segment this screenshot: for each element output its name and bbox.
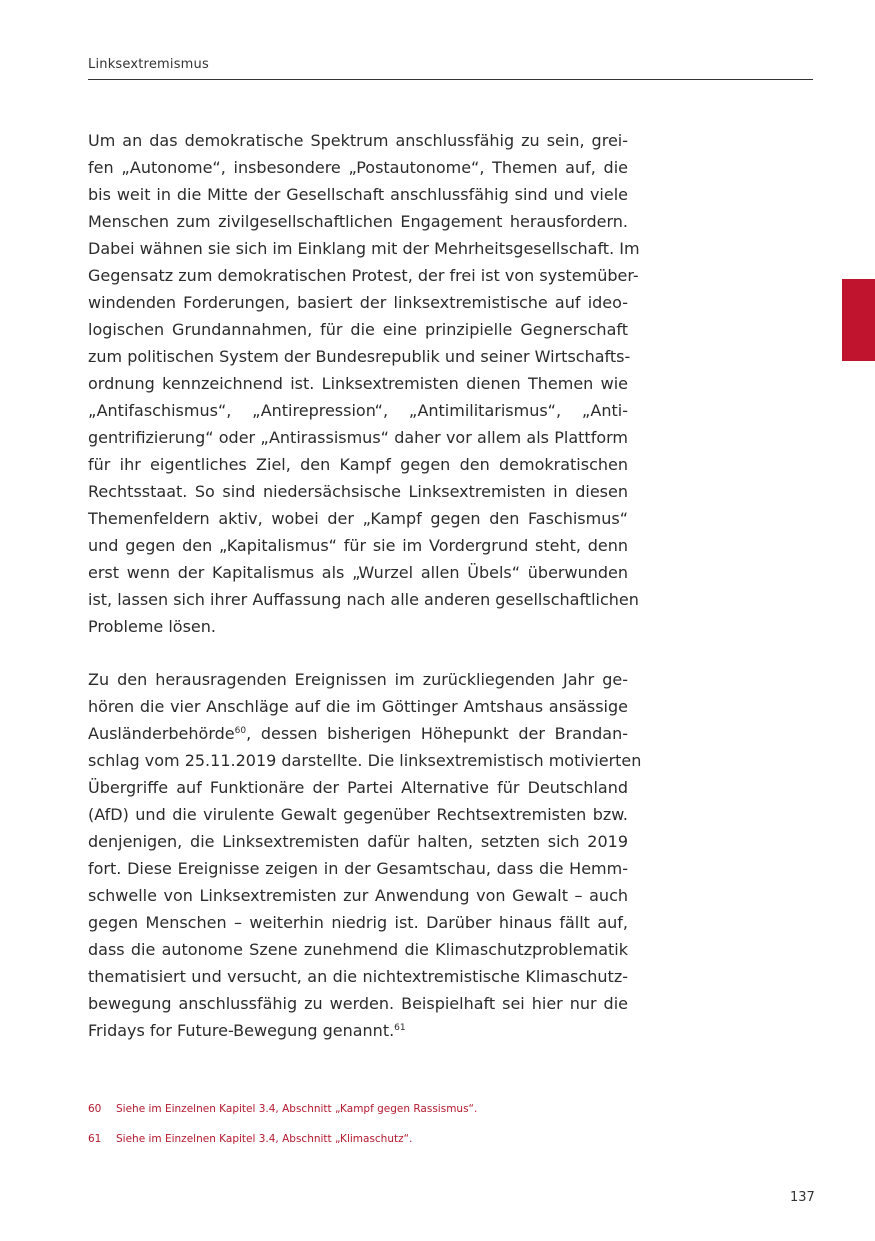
text-line: hören die vier Anschläge auf die im Göttinger Amtshaus ansässige xyxy=(88,697,628,716)
text-line: Menschen zum zivilgesellschaftlichen Engagement herausfordern. xyxy=(88,212,628,231)
text-line: fort. Diese Ereignisse zeigen in der Gesamtschau, dass die Hemm- xyxy=(88,859,628,878)
text-line: „Antifaschismus“, „Antirepression“, „Antimilitarismus“, „Anti- xyxy=(88,401,628,420)
text-line: bis weit in die Mitte der Gesellschaft anschlussfähig sind und viele xyxy=(88,185,628,204)
text-line: (AfD) und die virulente Gewalt gegenüber Rechtsextremisten bzw. xyxy=(88,805,628,824)
paragraph-2 xyxy=(88,666,642,1044)
footnote-text: Siehe im Einzelnen Kapitel 3.4, Abschnitt „Klimaschutz“. xyxy=(116,1133,413,1145)
text-line: dass die autonome Szene zunehmend die Klimaschutzproblematik xyxy=(88,940,628,959)
text-line: Dabei wähnen sie sich im Einklang mit der Mehrheitsgesellschaft. Im xyxy=(88,239,640,258)
text-line: schwelle von Linksextremisten zur Anwendung von Gewalt – auch xyxy=(88,886,628,905)
chapter-thumb-tab xyxy=(842,279,875,361)
footnote-text: Siehe im Einzelnen Kapitel 3.4, Abschnitt „Kampf gegen Rassismus“. xyxy=(116,1103,478,1115)
text-line: Übergriffe auf Funktionäre der Partei Alternative für Deutschland xyxy=(88,778,628,797)
text-line: Gegensatz zum demokratischen Protest, der frei ist von systemüber- xyxy=(88,266,639,285)
text-line: zum politischen System der Bundesrepublik und seiner Wirtschafts- xyxy=(88,347,631,366)
text-segment: Fridays for Future-Bewegung genannt. xyxy=(88,1021,395,1040)
footnote-ref-60[interactable]: 60 xyxy=(234,726,247,736)
text-line: Zu den herausragenden Ereignissen im zurückliegenden Jahr ge- xyxy=(88,670,628,689)
text-segment: , dessen bisherigen Höhepunkt der Brandan- xyxy=(246,724,628,743)
footnote-number: 60 xyxy=(88,1103,102,1115)
footnote-61 xyxy=(88,1133,688,1163)
footnotes xyxy=(88,1103,688,1163)
text-line: erst wenn der Kapitalismus als „Wurzel allen Übels“ überwunden xyxy=(88,563,628,582)
text-line: ordnung kennzeichnend ist. Linksextremisten dienen Themen wie xyxy=(88,374,628,393)
header-rule xyxy=(88,79,813,80)
text-segment: Ausländerbehörde xyxy=(88,724,235,743)
paragraph-1 xyxy=(88,127,640,640)
page-number: 137 xyxy=(790,1190,815,1205)
text-line: logischen Grundannahmen, für die eine prinzipielle Gegnerschaft xyxy=(88,320,628,339)
text-line: denjenigen, die Linksextremisten dafür halten, setzten sich 2019 xyxy=(88,832,628,851)
text-line: windenden Forderungen, basiert der linksextremistische auf ideo- xyxy=(88,293,628,312)
text-line: Themenfeldern aktiv, wobei der „Kampf gegen den Faschismus“ xyxy=(88,509,628,528)
text-line: fen „Autonome“, insbesondere „Postautonome“, Themen auf, die xyxy=(88,158,628,177)
text-line: für ihr eigentliches Ziel, den Kampf gegen den demokratischen xyxy=(88,455,628,474)
text-line-with-footnote-ref xyxy=(88,720,628,747)
text-line: ist, lassen sich ihrer Auffassung nach alle anderen gesellschaftlichen xyxy=(88,590,639,609)
text-line: Probleme lösen. xyxy=(88,617,216,636)
text-line: thematisiert und versucht, an die nichtextremistische Klimaschutz- xyxy=(88,967,628,986)
text-line: und gegen den „Kapitalismus“ für sie im Vordergrund steht, denn xyxy=(88,536,628,555)
text-line: schlag vom 25.11.2019 darstellte. Die linksextremistisch motivierten xyxy=(88,751,642,770)
footnote-number: 61 xyxy=(88,1133,102,1145)
text-line: bewegung anschlussfähig zu werden. Beispielhaft sei hier nur die xyxy=(88,994,628,1013)
text-line: gegen Menschen – weiterhin niedrig ist. Darüber hinaus fällt auf, xyxy=(88,913,628,932)
text-line: Um an das demokratische Spektrum anschlussfähig zu sein, grei- xyxy=(88,131,628,150)
text-line: Rechtsstaat. So sind niedersächsische Linksextremisten in diesen xyxy=(88,482,628,501)
running-head: Linksextremismus xyxy=(88,57,209,72)
footnote-ref-61[interactable]: 61 xyxy=(394,1023,406,1033)
footnote-60 xyxy=(88,1103,688,1133)
text-line-with-footnote-ref xyxy=(88,1017,628,1044)
text-line: gentrifizierung“ oder „Antirassismus“ daher vor allem als Plattform xyxy=(88,428,628,447)
